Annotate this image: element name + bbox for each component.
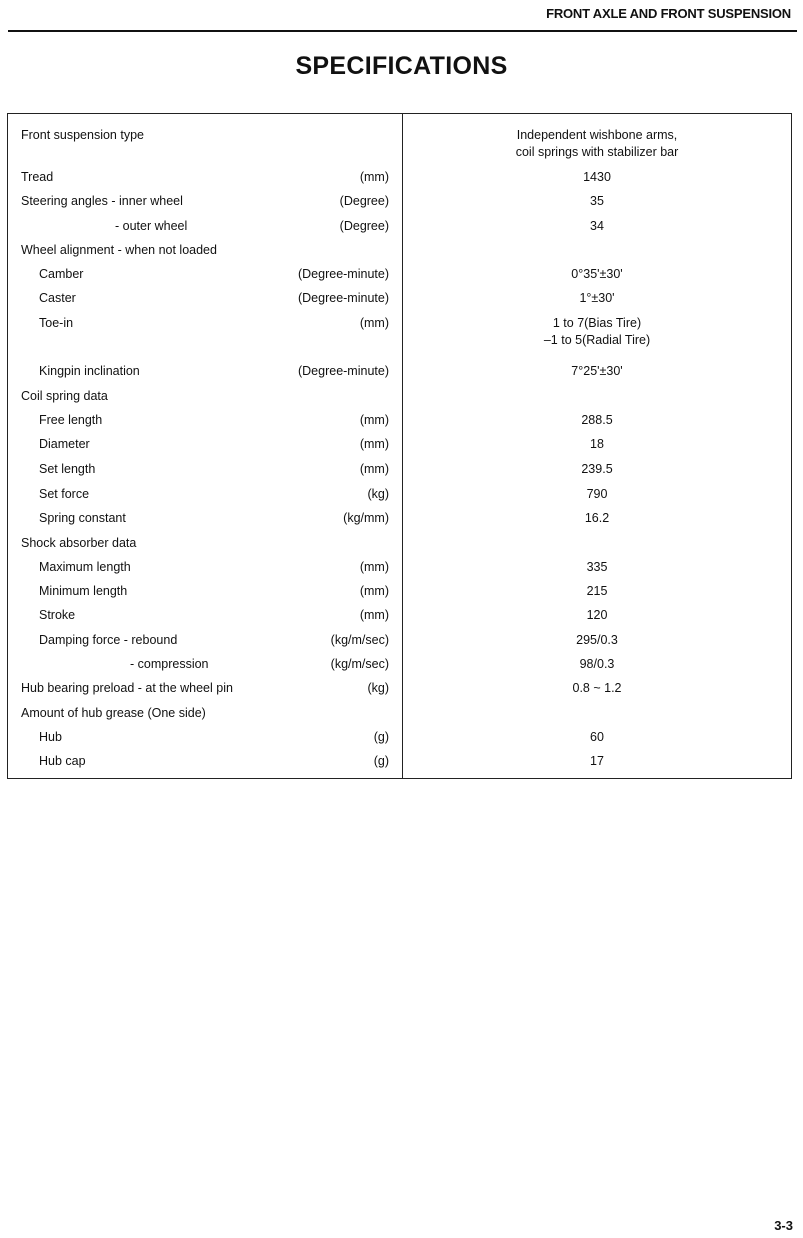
spec-row-damping-rebound [8,633,791,653]
spec-label: Amount of hub grease (One side) [21,706,206,720]
spec-unit: (Degree-minute) [297,267,389,281]
spec-label: Caster [39,291,76,305]
spec-unit: (mm) [359,170,389,184]
spec-row-spring-constant [8,511,791,531]
spec-label: Camber [39,267,84,281]
spec-label: - outer wheel [115,219,188,233]
spec-row-shock-absorber-data [8,536,791,556]
spec-row-front-suspension-type [8,128,791,159]
spec-unit: (mm) [359,608,389,622]
spec-row-toe-in [8,316,791,347]
spec-label: Toe-in [39,316,74,330]
spec-value: 288.5 [581,413,613,427]
spec-unit: (kg) [367,487,389,501]
spec-unit: (kg/m/sec) [330,633,389,647]
spec-value: 239.5 [581,462,613,476]
spec-unit: (mm) [359,462,389,476]
section-header-title: FRONT AXLE AND FRONT SUSPENSION [546,6,791,21]
spec-unit: (kg) [367,681,389,695]
spec-row-camber [8,267,791,287]
spec-row-steering-inner [8,194,791,214]
spec-value: 17 [590,754,604,768]
spec-row-free-length [8,413,791,433]
spec-unit: (mm) [359,316,389,330]
spec-value-line2: –1 to 5(Radial Tire) [543,333,651,347]
spec-unit: (Degree-minute) [297,291,389,305]
spec-label: Damping force - rebound [39,633,178,647]
spec-label: Diameter [39,437,90,451]
spec-value: Independent wishbone arms, [516,128,678,142]
spec-label: - compression [130,657,209,671]
spec-unit: (Degree) [339,219,389,233]
page-title: SPECIFICATIONS [295,52,508,80]
spec-label: Stroke [39,608,76,622]
spec-value: 0°35'±30' [571,267,623,281]
spec-row-tread [8,170,791,190]
spec-value: 60 [590,730,604,744]
spec-label: Set force [39,487,90,501]
spec-row-diameter [8,437,791,457]
spec-value: 1 to 7(Bias Tire) [552,316,642,330]
spec-row-steering-outer [8,219,791,239]
spec-label: Minimum length [39,584,128,598]
spec-value: 215 [586,584,608,598]
spec-unit: (mm) [359,413,389,427]
spec-label: Tread [21,170,54,184]
spec-unit: (g) [373,754,389,768]
spec-value: 120 [586,608,608,622]
spec-row-kingpin-inclination [8,364,791,384]
spec-label: Coil spring data [21,389,108,403]
spec-row-wheel-alignment [8,243,791,263]
page-number: 3-3 [774,1218,793,1233]
spec-label: Set length [39,462,96,476]
spec-value: 790 [586,487,608,501]
spec-unit: (kg/m/sec) [330,657,389,671]
spec-row-maximum-length [8,560,791,580]
spec-value: 98/0.3 [579,657,615,671]
spec-unit: (mm) [359,584,389,598]
spec-row-caster [8,291,791,311]
spec-label: Free length [39,413,103,427]
spec-label: Front suspension type [21,128,144,142]
spec-value: 335 [586,560,608,574]
spec-row-stroke [8,608,791,628]
spec-value: 16.2 [584,511,610,525]
spec-row-coil-spring-data [8,389,791,409]
spec-label: Spring constant [39,511,126,525]
spec-label: Maximum length [39,560,131,574]
spec-value: 18 [590,437,604,451]
spec-value: 7°25'±30' [571,364,623,378]
spec-label: Steering angles - inner wheel [21,194,183,208]
spec-label: Kingpin inclination [39,364,140,378]
spec-value: 35 [590,194,604,208]
spec-unit: (g) [373,730,389,744]
spec-value: 1°±30' [579,291,615,305]
spec-unit: (Degree-minute) [297,364,389,378]
spec-row-hub-cap [8,754,791,774]
spec-row-set-length [8,462,791,482]
spec-value: 0.8 ~ 1.2 [572,681,622,695]
spec-value-line2: coil springs with stabilizer bar [515,145,679,159]
header-rule [8,30,797,32]
spec-row-minimum-length [8,584,791,604]
spec-row-set-force [8,487,791,507]
spec-value: 295/0.3 [576,633,618,647]
spec-row-hub-bearing-preload [8,681,791,701]
spec-unit: (mm) [359,437,389,451]
spec-row-hub [8,730,791,750]
spec-label: Hub [39,730,62,744]
spec-label: Hub cap [39,754,86,768]
spec-unit: (Degree) [339,194,389,208]
specifications-table [7,113,792,779]
spec-label: Wheel alignment - when not loaded [21,243,217,257]
spec-unit: (kg/mm) [343,511,389,525]
spec-value: 1430 [583,170,611,184]
spec-row-hub-grease [8,706,791,726]
spec-row-damping-compression [8,657,791,677]
spec-value: 34 [590,219,604,233]
spec-unit: (mm) [359,560,389,574]
spec-label: Hub bearing preload - at the wheel pin [21,681,233,695]
spec-label: Shock absorber data [21,536,137,550]
